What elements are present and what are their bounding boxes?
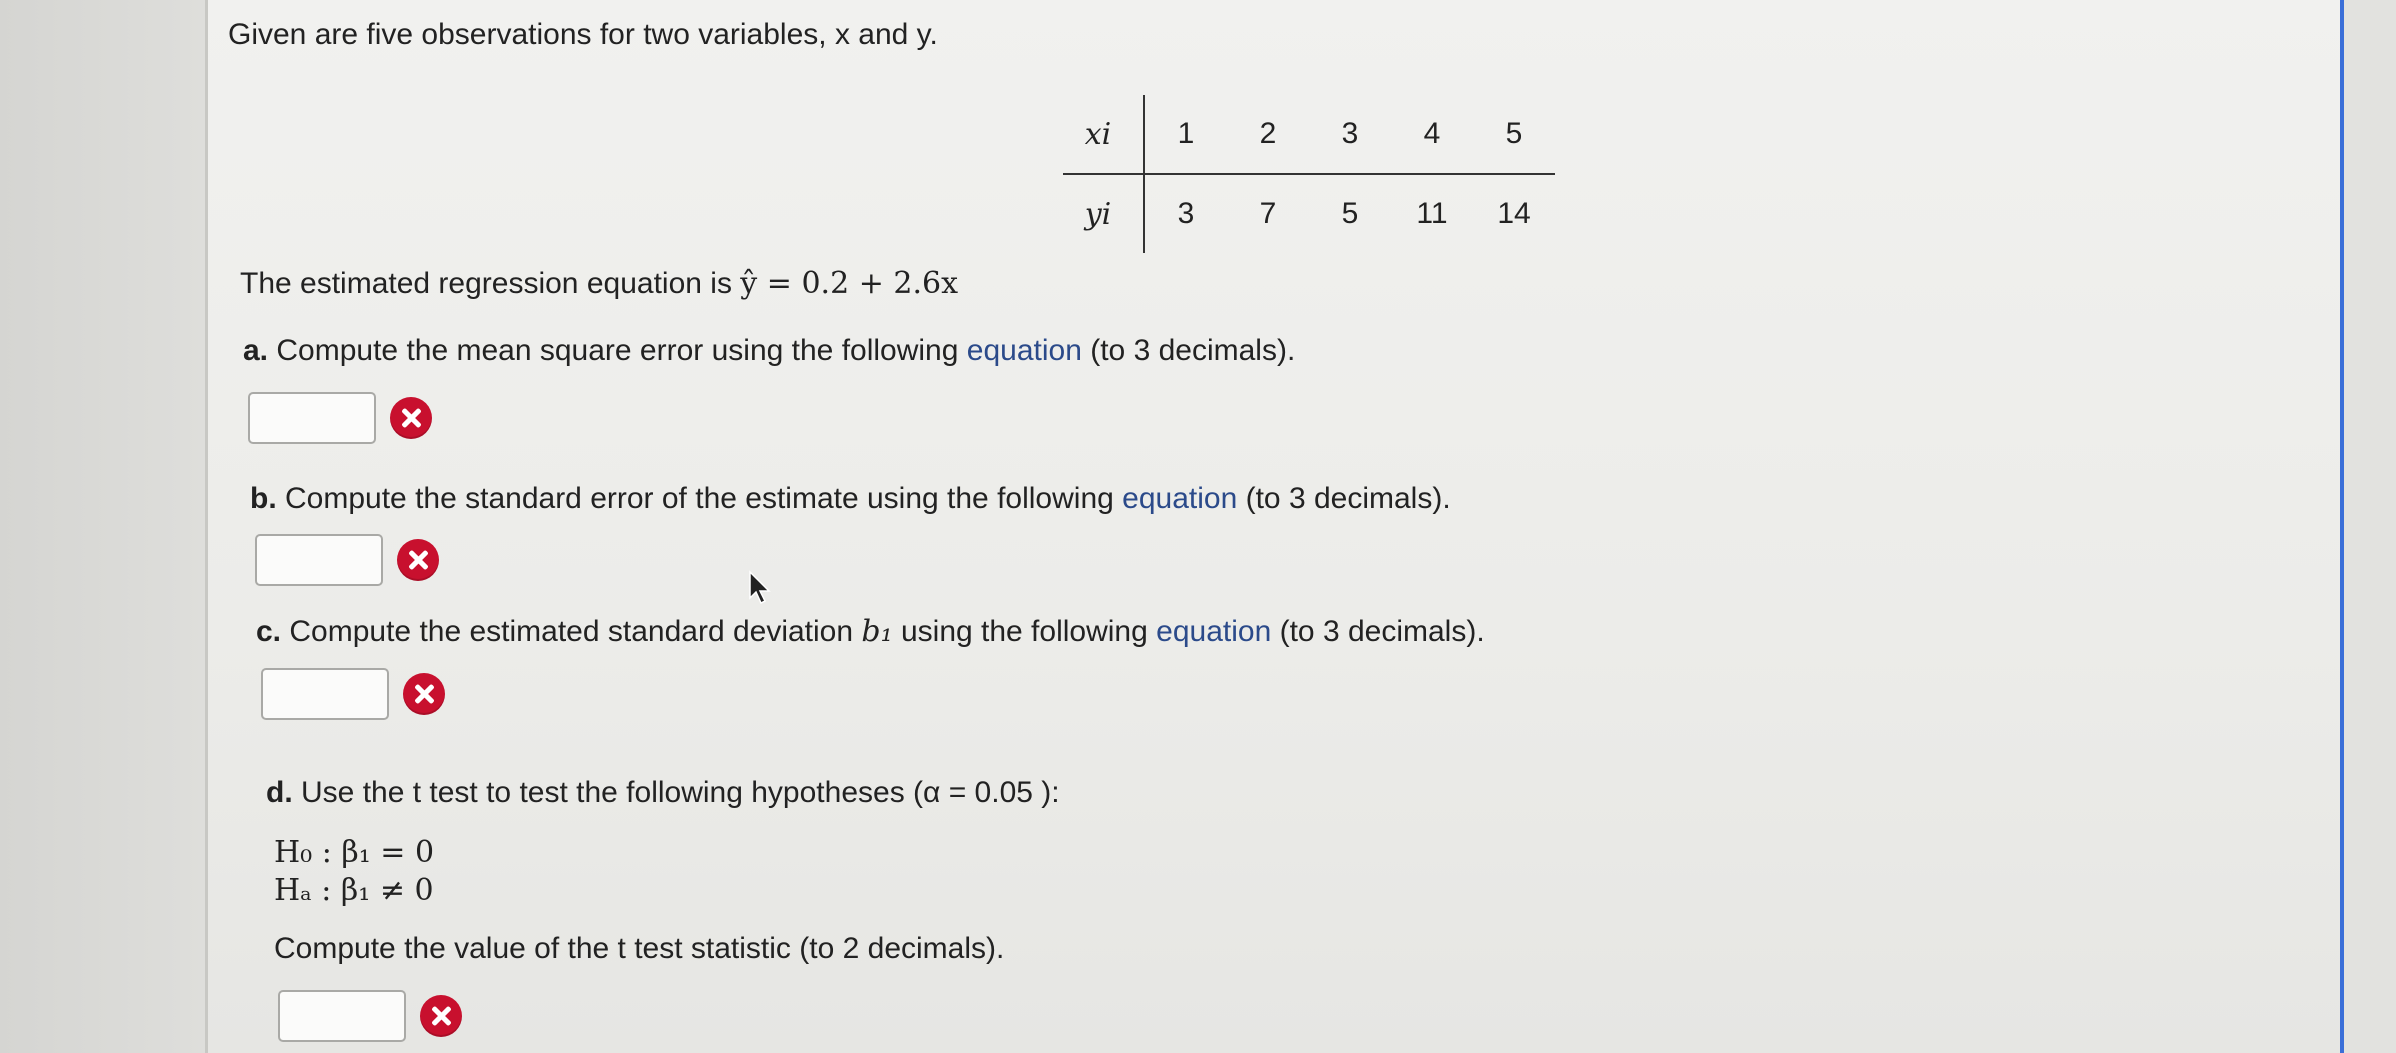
problem-intro: Given are five observations for two variables, x and y. [228, 18, 938, 51]
answer-d-input[interactable] [278, 990, 406, 1042]
question-text: Compute the standard error of the estimate using the following [285, 482, 1114, 515]
alternative-hypothesis: Hₐ : β₁ ≠ 0 [274, 873, 434, 908]
regression-prefix: The estimated regression equation is [240, 267, 732, 300]
question-text: (to 3 decimals). [1279, 615, 1485, 648]
answer-c-input[interactable] [261, 668, 389, 720]
x-value: 3 [1309, 95, 1391, 174]
question-d [266, 776, 1060, 810]
equation-link[interactable]: equation [966, 334, 1082, 367]
incorrect-x-icon [390, 397, 432, 439]
incorrect-x-icon [420, 995, 462, 1037]
equation-link[interactable]: equation [1122, 482, 1238, 515]
answer-b [255, 534, 439, 586]
answer-c [261, 668, 445, 720]
question-text: using the following [900, 615, 1148, 648]
answer-d [278, 990, 462, 1042]
t-statistic-prompt: Compute the value of the t test statistic (to 2 decimals). [274, 932, 1005, 965]
y-value: 7 [1259, 197, 1277, 230]
question-letter: b. [250, 482, 277, 515]
mouse-pointer-icon [748, 570, 772, 606]
table-row-x [1063, 95, 1555, 174]
y-header: yi [1063, 174, 1144, 253]
table-row-y [1063, 174, 1555, 253]
equation-link[interactable]: equation [1156, 615, 1272, 648]
regression-statement [240, 266, 958, 301]
question-text: Compute the mean square error using the following [276, 334, 959, 367]
hypotheses [274, 834, 434, 910]
y-value: 3 [1177, 197, 1195, 230]
x-value: 5 [1473, 95, 1555, 174]
question-b [250, 482, 1451, 516]
answer-a [248, 392, 432, 444]
right-scroll-edge [2340, 0, 2396, 1053]
question-text: (to 3 decimals). [1090, 334, 1296, 367]
y-value: 11 [1416, 197, 1448, 230]
observations-table [1063, 95, 1555, 253]
answer-b-input[interactable] [255, 534, 383, 586]
regression-equation: ŷ = 0.2 + 2.6x [740, 266, 959, 301]
x-header: xi [1063, 95, 1144, 174]
x-value: 1 [1144, 95, 1227, 174]
question-text: Use the t test to test the following hypotheses (α = 0.05 ): [301, 776, 1060, 809]
question-text: (to 3 decimals). [1245, 482, 1451, 515]
question-text: Compute the estimated standard deviation [289, 615, 854, 648]
x-value: 2 [1227, 95, 1309, 174]
question-c [256, 614, 1485, 649]
question-letter: a. [243, 334, 269, 367]
y-value: 14 [1497, 197, 1531, 230]
question-a [243, 334, 1295, 368]
question-letter: d. [266, 776, 293, 809]
x-value: 4 [1391, 95, 1473, 174]
y-value: 5 [1341, 197, 1359, 230]
answer-a-input[interactable] [248, 392, 376, 444]
question-letter: c. [256, 615, 282, 648]
question-panel [205, 0, 2358, 1053]
incorrect-x-icon [397, 539, 439, 581]
incorrect-x-icon [403, 673, 445, 715]
left-margin [0, 0, 205, 1053]
null-hypothesis: H₀ : β₁ = 0 [274, 835, 435, 870]
b1-symbol: b₁ [861, 614, 893, 649]
